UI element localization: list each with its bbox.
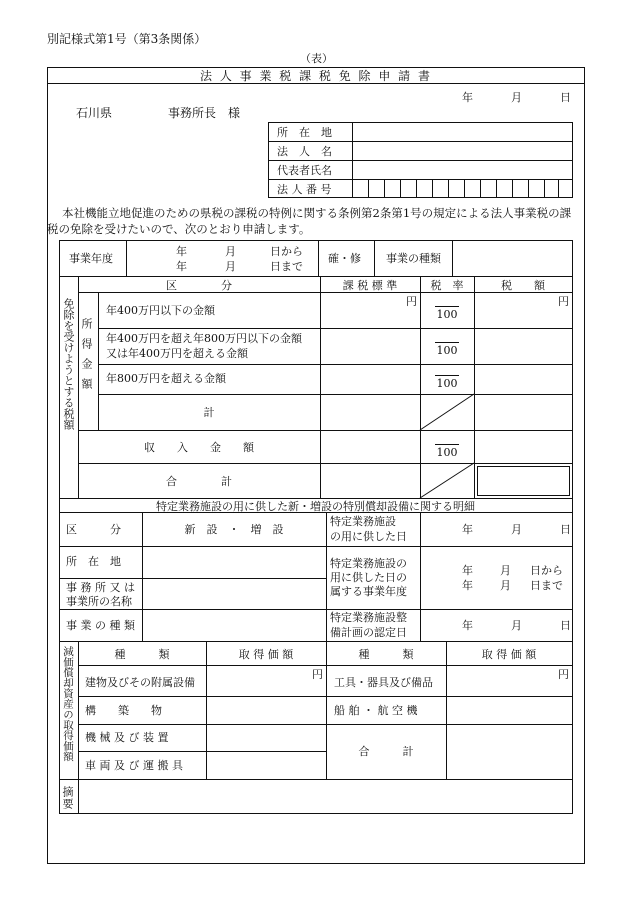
corp-number-field[interactable] [353,180,572,198]
business-type-field[interactable] [453,241,572,276]
biz-year-to-day: 日まで [530,579,563,592]
biz-year-to-month: 月 [500,579,511,592]
cert-date-month: 月 [511,619,522,632]
depreciation-side-label: 減価償却資産の取得価額 [62,646,74,762]
cert-date-year: 年 [462,619,473,632]
row-over-8m: 年800万円を超える金額 [106,372,226,385]
facility-kubun: 区 分 [66,523,121,536]
used-date-month: 月 [511,523,522,536]
biz-year-label-c: 属する事業年度 [330,585,407,598]
col-tax-base: 課 税 標 準 [342,279,398,292]
dep-item-structures: 構 築 物 [85,704,162,717]
used-date-day: 日 [560,523,571,536]
row-revenue: 収 入 金 額 [144,441,254,454]
dep-item-vehicles: 車 両 及 び 運 搬 具 [85,759,183,772]
period-from-day: 日から [270,245,303,258]
address-label: 所 在 地 [277,126,332,139]
dep-total-label: 合 計 [358,745,414,758]
period-from-year: 年 [176,245,187,258]
date-day: 日 [560,91,571,104]
facility-heading: 特定業務施設の用に供した新・増設の特別償却設備に関する明細 [156,500,475,513]
biz-year-label-a: 特定業務施設の [330,557,407,570]
corp-number-label: 法 人 番 号 [277,183,332,196]
office-name-label-a: 事 務 所 又 は [66,581,135,594]
period-from-month: 月 [225,245,236,258]
rate-fraction-3: 100 [436,377,458,390]
rate-fraction-1: 100 [436,308,458,321]
remarks-field[interactable] [79,780,572,813]
cert-date-day: 日 [560,619,571,632]
period-to-day: 日まで [270,260,303,273]
facility-new-or-add[interactable]: 新 設 ・ 増 設 [184,523,284,536]
row-4m-8m-a: 年400万円を超え年800万円以下の金額 [106,332,302,345]
cert-date-label-a: 特定業務施設整 [330,611,407,624]
addressee-prefecture: 石川県 [76,106,113,120]
representative-label: 代表者氏名 [277,164,332,177]
period-to-year: 年 [176,260,187,273]
business-type-label: 事業の種類 [386,252,441,265]
income-amount-label: 所得金額 [80,318,93,398]
period-to-month: 月 [225,260,236,273]
used-date-label-b: の用に供した日 [330,530,407,543]
dep-col-type-right: 種 類 [358,648,414,661]
col-tax-amount: 税 額 [501,279,545,292]
corp-name-label: 法 人 名 [277,145,332,158]
facility-biz-type-field[interactable] [143,610,326,641]
office-name-label-b: 事業所の名称 [66,595,132,608]
dep-item-ships: 船 舶 ・ 航 空 機 [334,704,418,717]
rate-fraction-2: 100 [436,344,458,357]
dep-col-type-left: 種 類 [114,648,170,661]
biz-year-from-day: 日から [530,564,563,577]
facility-address-field[interactable] [143,547,326,578]
corp-name-field[interactable] [353,142,572,160]
used-date-label-a: 特定業務施設 [330,515,396,528]
statement-line-1: 本社機能立地促進のための県税の課税の特例に関する条例第2条第1号の規定による法人事業税の課 [62,206,572,220]
facility-address-label: 所 在 地 [66,555,121,568]
biz-year-from-year: 年 [462,564,473,577]
form-title: 法 人 事 業 税 課 税 免 除 申 請 書 [200,69,432,83]
representative-field[interactable] [353,161,572,179]
biz-year-to-year: 年 [462,579,473,592]
side-label: （表） [300,52,333,65]
col-kubun: 区 分 [166,279,232,292]
confirm-amend-selector[interactable]: 確・修 [328,252,361,265]
row-under-4m: 年400万円以下の金額 [106,304,215,317]
exemption-tax-side-label: 免除を受けようとする税額 [62,298,75,430]
col-tax-rate: 税 率 [430,279,464,292]
fiscal-year-label: 事業年度 [69,252,113,265]
biz-year-from-month: 月 [500,564,511,577]
dep-item-machinery: 機 械 及 び 装 置 [85,731,169,744]
dep-col-cost-left: 取 得 価 額 [238,648,294,661]
addressee-office: 事務所長 様 [168,106,241,120]
dep-col-cost-right: 取 得 価 額 [481,648,537,661]
address-field[interactable] [353,123,572,141]
dep-item-buildings: 建物及びその附属設備 [85,676,195,689]
date-month: 月 [511,91,522,104]
cert-date-label-b: 備計画の認定日 [330,626,407,639]
biz-year-label-b: 用に供した日の [330,571,407,584]
statement-line-2: 税の免除を受けたいので、次のとおり申請します。 [47,222,311,236]
office-name-field[interactable] [143,579,326,609]
row-total: 合 計 [166,475,232,488]
dep-item-tools: 工具・器具及び備品 [334,676,433,689]
row-4m-8m-b: 又は年400万円を超える金額 [106,347,248,360]
facility-biz-type-label: 事 業 の 種 類 [66,619,135,632]
dep-yen-left: 円 [312,668,323,681]
form-reference: 別記様式第1号（第3条関係） [47,32,207,46]
tax-amount-yen: 円 [558,295,569,308]
tax-base-yen: 円 [406,295,417,308]
used-date-year: 年 [462,523,473,536]
dep-yen-right: 円 [558,668,569,681]
row-subtotal: 計 [203,406,215,419]
remarks-label: 摘要 [61,786,74,810]
date-year: 年 [462,91,473,104]
rate-fraction-4: 100 [436,446,458,459]
